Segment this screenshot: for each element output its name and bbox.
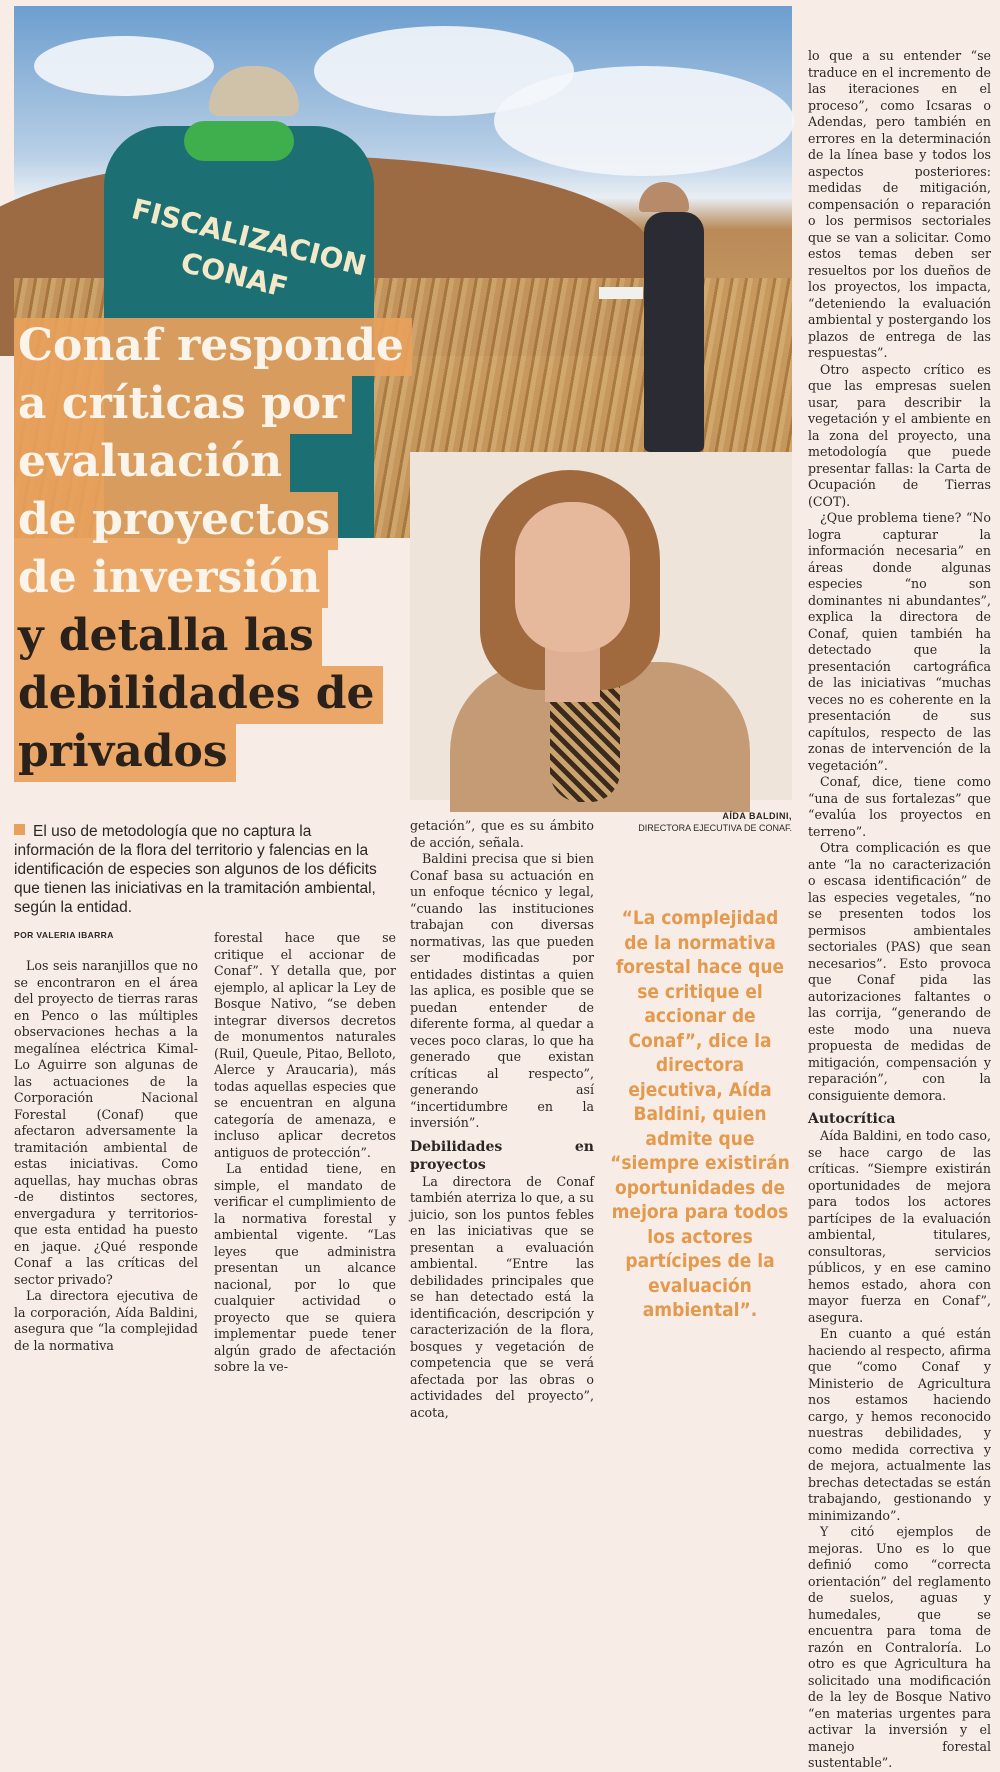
headline-line: a críticas por xyxy=(14,376,352,434)
subheadline-line: debilidades de xyxy=(14,666,383,724)
subheadline-line: privados xyxy=(14,724,236,782)
paragraph: Aída Baldini, en todo caso, se hace cargo de las críticas. “Siempre existirán oportunidades de mejora para todos los actores partícipes de la evaluación ambiental, titulares, consultoras, servicios públicos, y en ese camino hemos estado, ahora con mayor fuerza en Conaf”, asegura. xyxy=(808,1128,991,1325)
paragraph: Los seis naranjillos que no se encontraron en el área del proyecto de tierras raras en Penco o las múltiples observaciones hechas a la megalínea eléctrica Kimal-Lo Aguirre son algunas de las actuaciones de la Corporación Nacional Forestal (Conaf) que afectaron adversamente la tramitación ambiental de estas iniciativas. Como aquellas, hay muchas obras -de distintos sectores, envergadura y territorios- que esta entidad ha puesto en jaque. ¿Qué responde Conaf a las críticas del sector privado? xyxy=(14,958,198,1287)
lead-paragraph xyxy=(14,822,394,917)
paragraph: Y citó ejemplos de mejoras. Uno es lo que definió como “correcta orientación” del reglamento de suelos, aguas y humedales, que se encuentra para toma de razón en Contraloría. Lo otro es que Agricultura ha solicitado una modificación de la ley de Bosque Nativo “en materias urgentes para activar la inversión y el manejo forestal sustentable”. xyxy=(808,1524,991,1770)
headline-line: evaluación xyxy=(14,434,290,492)
paragraph: La directora ejecutiva de la corporación, Aída Baldini, asegura que “la complejidad de la normativa xyxy=(14,1288,198,1353)
vest-lettering: FISCALIZACION CONAF xyxy=(128,192,370,305)
headline-line: de proyectos xyxy=(14,492,338,550)
paragraph: La directora de Conaf también aterriza lo que, a su juicio, son los puntos febles en las iniciativas que se presentan a evaluación ambiental. “Entre las debilidades principales que se han detectado está la identificación, descripción y caracterización de la flora, bosques y vegetación de competencia que se verá afectada por las obras o actividades del proyecto”, acota, xyxy=(410,1173,594,1420)
section-heading: Autocrítica xyxy=(808,1111,896,1127)
photo-caption xyxy=(638,810,792,834)
field-worker-figure xyxy=(624,182,724,452)
byline: POR VALERIA IBARRA xyxy=(14,930,114,940)
section-heading: Debilidades en proyectos xyxy=(410,1138,594,1173)
body-column-1 xyxy=(14,958,198,1354)
paragraph: Otra complicación es que ante “la no caracterización o escasa identificación” de las especies vegetales, “no se presenten todos los permisos ambientales sectoriales (PAS) que sean necesarios”. Esto provoca que Conaf pida las autorizaciones faltantes o las corrija, “generando de este modo una nueva propuesta de medidas de mitigación, compensación y reparación”, con la consiguiente demora. xyxy=(808,840,991,1103)
subheadline-line: y detalla las xyxy=(14,608,322,666)
lead-text: El uso de metodología que no captura la información de la flora del territorio y falencias en la identificación de especies son algunos de los déficits que tienen las iniciativas en la tramitación ambiental, según la entidad. xyxy=(14,823,377,916)
pull-quote: “La complejidad de la normativa forestal hace que se critique el accionar de Conaf”, dice la directora ejecutiva, Aída Baldini, quien admite que “siempre existirán oportunidades de mejora para todos los actores partícipes de la evaluación ambiental”. xyxy=(610,907,790,1321)
paragraph: getación”, que es su ámbito de acción, señala. xyxy=(410,818,594,850)
caption-name: AÍDA BALDINI, xyxy=(722,811,792,821)
portrait-photo xyxy=(410,452,792,800)
paragraph: Otro aspecto crítico es que las empresas suelen usar, para describir la vegetación y el ambiente en la zona del proyecto, una metodología que puede presentar fallas: la Carta de Ocupación de Tierras (COT). xyxy=(808,361,991,509)
headline-line: de inversión xyxy=(14,550,328,608)
paragraph: forestal hace que se critique el accionar de Conaf”. Y detalla que, por ejemplo, al aplicar la Ley de Bosque Nativo, “se deben integrar diversos decretos de monumentos naturales (Ruil, Queule, Pitao, Belloto, Alerce y Araucaria), más todas aquellas especies que se encuentran en alguna categoría de amenaza, e incluso aplicar decretos antiguos de protección”. xyxy=(214,930,396,1160)
paragraph: lo que a su entender “se traduce en el incremento de las iteraciones en el proceso”, como Icsaras o Adendas, pero también en errores en la determinación de la línea base y todos los aspectos posteriores: medidas de mitigación, compensación o reparación o los permisos sectoriales que se van a solicitar. Como estos temas deben ser resueltos por los dueños de los proyectos, los impacta, “deteniendo la evaluación ambiental y postergando los plazos de entrega de las respuestas”. xyxy=(808,48,991,360)
paragraph: La entidad tiene, en simple, el mandato de verificar el cumplimiento de la normativa forestal y ambiental vigente. “Las leyes que administra presentan un alcance nacional, por lo que cualquier actividad o proyecto que se quiera implementar puede tener algún grado de afectación sobre la ve- xyxy=(214,1161,396,1374)
paragraph: ¿Que problema tiene? “No logra capturar la información necesaria” en áreas donde algunas especies “no son dominantes ni abundantes”, explica la directora de Conaf, quien también ha detectado que la presentación cartográfica de las iniciativas “muchas veces no es coherente en la presentación de sus capítulos, respecto de las zonas de intervención de la vegetación”. xyxy=(808,510,991,773)
body-column-2 xyxy=(214,930,396,1376)
paragraph: Baldini precisa que si bien Conaf basa su actuación en un enfoque técnico y legal, “cuando las instituciones trabajan con diversas normativas, las que pueden ser modificadas por entidades distintas a quien las aplica, es posible que se puedan entender de diferente forma, al quedar a veces poco claras, lo que ha generado que existan críticas al respecto”, generando así “incertidumbre en la inversión”. xyxy=(410,851,594,1130)
body-column-3 xyxy=(410,818,594,1421)
bullet-square-icon xyxy=(14,824,25,835)
headline-line: Conaf responde xyxy=(14,318,412,376)
headline xyxy=(14,318,409,782)
body-column-4 xyxy=(808,48,991,1772)
paragraph: En cuanto a qué están haciendo al respecto, afirma que “como Conaf y Ministerio de Agricultura nos estamos haciendo cargo, y hemos reconocido nuestras debilidades, y como medida correctiva y de mejora, actualmente las brechas detectadas se están trabajando, gestionando y minimizando”. xyxy=(808,1326,991,1523)
paragraph: Conaf, dice, tiene como “una de sus fortalezas” que “evalúa los proyectos en terreno”. xyxy=(808,774,991,839)
caption-role: DIRECTORA EJECUTIVA DE CONAF. xyxy=(638,823,792,833)
